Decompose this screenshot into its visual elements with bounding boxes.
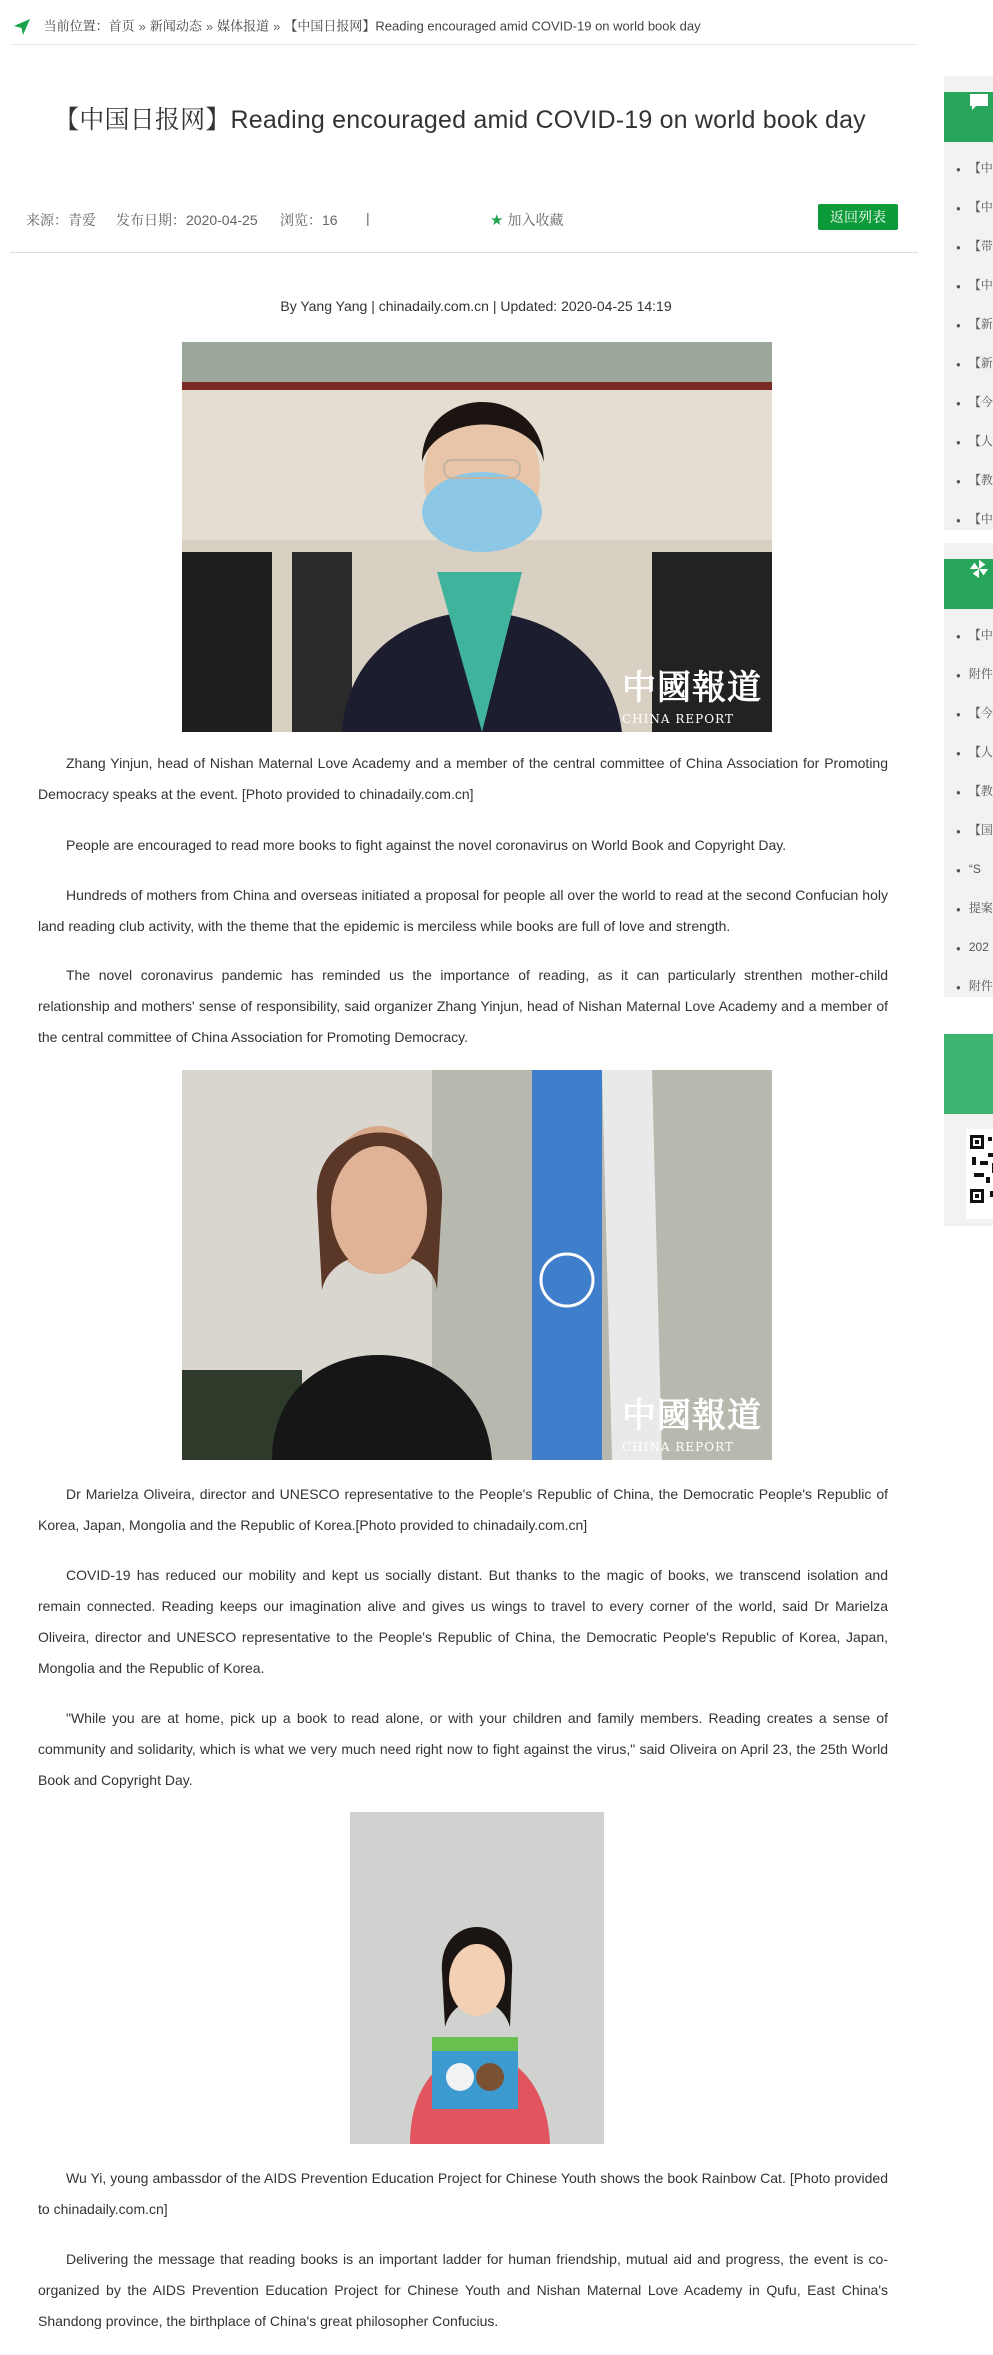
photo-watermark-cn: 中國報道	[622, 668, 762, 708]
qr-code-icon	[966, 1129, 993, 1219]
back-to-list-button[interactable]: 返回列表	[818, 204, 898, 230]
article-photo-marielza-oliveira	[182, 1070, 772, 1460]
chat-bubble-icon	[968, 92, 990, 112]
sidebar-panel-news	[944, 76, 993, 530]
article-source: 来源：青爱	[26, 212, 96, 228]
sidebar-news-item[interactable]: ● 【中	[944, 149, 993, 188]
article-date: 发布日期：2020-04-25	[116, 212, 258, 228]
meta-divider: |	[366, 210, 370, 226]
breadcrumb-label: 当前位置：	[43, 18, 109, 34]
photo-watermark-cn: 中國報道	[622, 1396, 762, 1436]
sidebar-news-item[interactable]: ● 【教	[944, 461, 993, 500]
breadcrumb-separator: »	[205, 18, 214, 34]
sidebar-news-item[interactable]: ● 【人	[944, 422, 993, 461]
pinwheel-icon	[968, 559, 990, 579]
article-views: 浏览：16	[280, 212, 338, 228]
breadcrumb-separator: »	[138, 18, 146, 34]
sidebar-notice-item[interactable]: ● 【国	[944, 811, 993, 850]
sidebar-news-item[interactable]: ● 【新	[944, 305, 993, 344]
sidebar-news-item[interactable]: ● 【中	[944, 500, 993, 539]
sidebar-notice-item[interactable]: ● 附件	[944, 655, 993, 694]
sidebar-news-item[interactable]: ● 【带	[944, 227, 993, 266]
breadcrumb-news-link[interactable]: 新闻动态	[149, 18, 202, 34]
sidebar-notice-item[interactable]: ● 【今	[944, 694, 993, 733]
sidebar-notice-item[interactable]: ● 【中	[944, 616, 993, 655]
sidebar-notice-item[interactable]: ● 附件	[944, 967, 993, 1006]
article-paragraph: COVID-19 has reduced our mobility and kept us socially distant. But thanks to the magic of books, we transcend isolation and remain connected. Reading keeps our imagination alive and gives us wings to travel to every corner of the world, said Dr Marielza Oliveira, director and UNESCO representative to the People's Republic of China, the Democratic People's Republic of Korea, Japan, Mongolia and the Republic of Korea.	[38, 1567, 888, 1676]
article-photo-zhang-yinjun	[182, 342, 772, 732]
breadcrumb-home-link[interactable]: 首页	[108, 18, 135, 34]
photo-watermark-en: CHINA REPORT	[622, 712, 734, 726]
sidebar-news-item[interactable]: ● 【新	[944, 344, 993, 383]
article-paragraph: "While you are at home, pick up a book to read alone, or with your children and family members. Reading creates a sense of community and solidarity, which is what we very much need right now to fight against the virus," said Oliveira on April 23, the 25th World Book and Copyright Day.	[38, 1710, 888, 1788]
sidebar-notice-item[interactable]: ● 202	[944, 928, 993, 967]
add-favorite-label: 加入收藏	[507, 212, 564, 228]
sidebar-news-item[interactable]: ● 【今	[944, 383, 993, 422]
article-paragraph: Hundreds of mothers from China and overseas initiated a proposal for people all over the world to read at the second Confucian holy land reading club activity, with the theme that the epidemic is merciless while books are full of love and strength.	[38, 887, 888, 934]
article-byline: By Yang Yang | chinadaily.com.cn | Updated: 2020-04-25 14:19	[280, 298, 672, 314]
breadcrumb-separator: »	[273, 18, 281, 34]
sidebar-notice-item[interactable]: ● “S	[944, 850, 993, 889]
breadcrumb	[12, 12, 917, 45]
sidebar-notice-item[interactable]: ● 【人	[944, 733, 993, 772]
page-title: 【中国日报网】Reading encouraged amid COVID-19 on world book day	[54, 106, 866, 134]
sidebar-panel-header	[944, 92, 993, 142]
sidebar-news-item[interactable]: ● 【中	[944, 266, 993, 305]
breadcrumb-current: 【中国日报网】Reading encouraged amid COVID-19 on world book day	[284, 18, 701, 34]
breadcrumb-media-link[interactable]: 媒体报道	[217, 18, 270, 34]
star-icon: ★	[490, 212, 504, 229]
sidebar-panel-header	[944, 559, 993, 609]
article-paragraph: The novel coronavirus pandemic has reminded us the importance of reading, as it can particularly strenthen mother-child relationship and mothers' sense of responsibility, said organizer Zhang Yinjun, head of Nishan Maternal Love Academy and a member of the central committee of China Association for Promoting Democracy.	[38, 967, 888, 1045]
article-paragraph: Zhang Yinjun, head of Nishan Maternal Love Academy and a member of the central committee of China Association for Promoting Democracy speaks at the event. [Photo provided to chinadaily.com.cn]	[38, 755, 888, 802]
sidebar-panel-header	[944, 1034, 993, 1114]
article-paragraph: Delivering the message that reading books is an important ladder for human friendship, mutual aid and progress, the event is co-organized by the AIDS Prevention Education Project for Chinese Youth and Nishan Maternal Love Academy in Qufu, East China's Shandong province, the birthplace of China's great philosopher Confucius.	[38, 2251, 888, 2329]
sidebar-notice-item[interactable]: ● 【教	[944, 772, 993, 811]
article-paragraph: Wu Yi, young ambassdor of the AIDS Prevention Education Project for Chinese Youth shows the book Rainbow Cat. [Photo provided to chinadaily.com.cn]	[38, 2170, 888, 2217]
article-paragraph: Dr Marielza Oliveira, director and UNESCO representative to the People's Republic of China, the Democratic People's Republic of Korea, Japan, Mongolia and the Republic of Korea.[Photo provided to chinadaily.com.cn]	[38, 1486, 888, 1533]
article-photo-wu-yi	[350, 1812, 604, 2144]
add-favorite-link[interactable]	[490, 210, 563, 230]
sidebar-notice-item[interactable]: ● 提案	[944, 889, 993, 928]
article-meta-bar	[10, 200, 918, 253]
photo-watermark-en: CHINA REPORT	[622, 1440, 734, 1454]
sidebar-qr-panel	[944, 1034, 993, 1226]
sidebar-news-item[interactable]: ● 【中	[944, 188, 993, 227]
sidebar-panel-notices	[944, 543, 993, 997]
article-paragraph: People are encouraged to read more books to fight against the novel coronavirus on World Book and Copyright Day.	[66, 837, 787, 853]
location-arrow-icon	[12, 17, 32, 37]
